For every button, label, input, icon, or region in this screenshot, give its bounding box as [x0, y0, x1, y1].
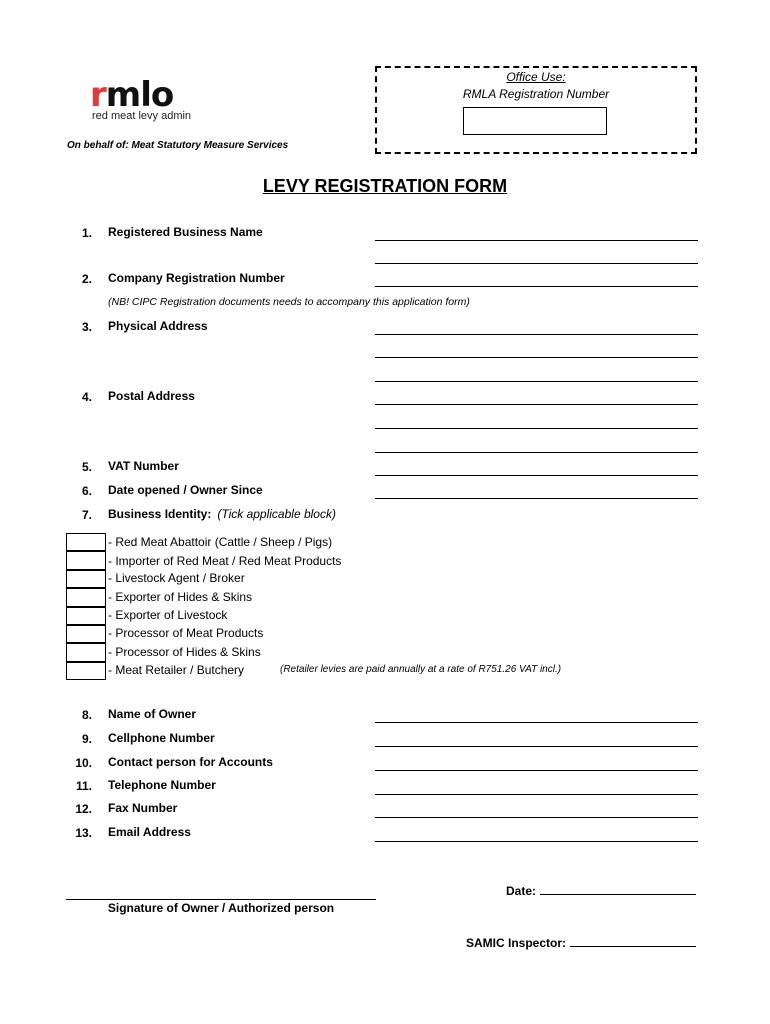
item-label-telephone: Telephone Number	[108, 778, 216, 792]
telephone-line[interactable]	[375, 794, 698, 795]
item-label-contact-person: Contact person for Accounts	[108, 755, 273, 769]
rmla-logo	[90, 75, 220, 126]
retailer-note: (Retailer levies are paid annually at a rate of R751.26 VAT incl.)	[280, 664, 562, 675]
date-blank-line[interactable]	[540, 894, 696, 895]
office-use-box	[375, 66, 697, 154]
item-label-fax: Fax Number	[108, 801, 178, 815]
item-number: 4.	[81, 390, 92, 404]
item-label-cellphone: Cellphone Number	[108, 731, 215, 745]
physical-address-line-3[interactable]	[375, 381, 698, 382]
tick-hint: (Tick applicable block)	[217, 507, 336, 521]
business-name-line-2[interactable]	[375, 263, 698, 264]
office-use-title: Office Use:	[506, 70, 566, 84]
on-behalf-text: On behalf of: Meat Statutory Measure Services	[67, 140, 289, 151]
contact-person-line[interactable]	[375, 770, 698, 771]
samic-label: SAMIC Inspector:	[465, 936, 566, 950]
option-meat-retailer: - Meat Retailer / Butchery	[108, 663, 245, 677]
physical-address-line-1[interactable]	[375, 334, 698, 335]
cipc-note: (NB! CIPC Registration documents needs to accompany this application form)	[108, 296, 470, 308]
signature-label: Signature of Owner / Authorized person	[107, 901, 335, 915]
fax-line[interactable]	[375, 817, 698, 818]
item-number: 3.	[81, 320, 92, 334]
item-number: 10.	[75, 756, 92, 770]
item-label-vat-number: VAT Number	[108, 459, 179, 473]
email-line[interactable]	[375, 841, 698, 842]
date-label: Date:	[505, 884, 536, 898]
item-number: 9.	[81, 732, 92, 746]
item-number: 12.	[75, 802, 92, 816]
samic-inspector-field[interactable]	[466, 936, 696, 950]
physical-address-line-2[interactable]	[375, 357, 698, 358]
item-number: 11.	[75, 779, 92, 793]
item-label-business-identity	[108, 507, 336, 521]
option-red-meat-abattoir: - Red Meat Abattoir (Cattle / Sheep / Pigs)	[108, 535, 333, 549]
form-title: LEVY REGISTRATION FORM	[262, 176, 508, 196]
vat-number-line[interactable]	[375, 475, 698, 476]
item-label-email: Email Address	[108, 825, 191, 839]
item-number: 8.	[81, 708, 92, 722]
item-number: 7.	[81, 508, 92, 522]
date-opened-line[interactable]	[375, 498, 698, 499]
postal-address-line-1[interactable]	[375, 404, 698, 405]
logo-wordmark: rmlo	[90, 75, 174, 115]
option-livestock-agent: - Livestock Agent / Broker	[108, 571, 245, 585]
option-exporter-hides: - Exporter of Hides & Skins	[108, 590, 253, 604]
item-number: 13.	[75, 826, 92, 840]
samic-blank-line[interactable]	[570, 946, 696, 947]
checkbox-livestock-agent[interactable]	[66, 570, 106, 588]
item-label-postal-address: Postal Address	[108, 389, 195, 403]
option-processor-hides: - Processor of Hides & Skins	[108, 645, 261, 659]
checkbox-exporter-hides[interactable]	[66, 588, 106, 606]
business-name-line-1[interactable]	[375, 240, 698, 241]
postal-address-line-2[interactable]	[375, 428, 698, 429]
cellphone-line[interactable]	[375, 746, 698, 747]
item-label-company-registration: Company Registration Number	[108, 271, 285, 285]
item-number: 2.	[81, 272, 92, 286]
logo-subtitle: red meat levy admin	[92, 110, 192, 122]
owner-name-line[interactable]	[375, 722, 698, 723]
item-label-physical-address: Physical Address	[108, 319, 208, 333]
item-label-owner-name: Name of Owner	[108, 707, 197, 721]
date-field[interactable]	[506, 884, 696, 898]
company-registration-line[interactable]	[375, 286, 698, 287]
option-processor-meat: - Processor of Meat Products	[108, 626, 264, 640]
item-number: 6.	[81, 484, 92, 498]
item-label-business-name: Registered Business Name	[108, 225, 263, 239]
checkbox-importer[interactable]	[66, 551, 106, 569]
option-importer: - Importer of Red Meat / Red Meat Products	[108, 554, 342, 568]
item-number: 1.	[81, 226, 92, 240]
registration-number-field[interactable]	[463, 107, 607, 135]
business-identity-label: Business Identity:	[108, 507, 212, 521]
checkbox-processor-hides[interactable]	[66, 643, 106, 661]
checkbox-exporter-livestock[interactable]	[66, 607, 106, 625]
item-label-date-opened: Date opened / Owner Since	[108, 483, 263, 497]
item-number: 5.	[81, 460, 92, 474]
option-exporter-livestock: - Exporter of Livestock	[108, 608, 228, 622]
checkbox-meat-retailer[interactable]	[66, 662, 106, 680]
checkbox-processor-meat[interactable]	[66, 625, 106, 643]
office-use-subtitle: RMLA Registration Number	[462, 87, 610, 101]
signature-line[interactable]	[66, 899, 376, 900]
postal-address-line-3[interactable]	[375, 452, 698, 453]
checkbox-red-meat-abattoir[interactable]	[66, 533, 106, 551]
